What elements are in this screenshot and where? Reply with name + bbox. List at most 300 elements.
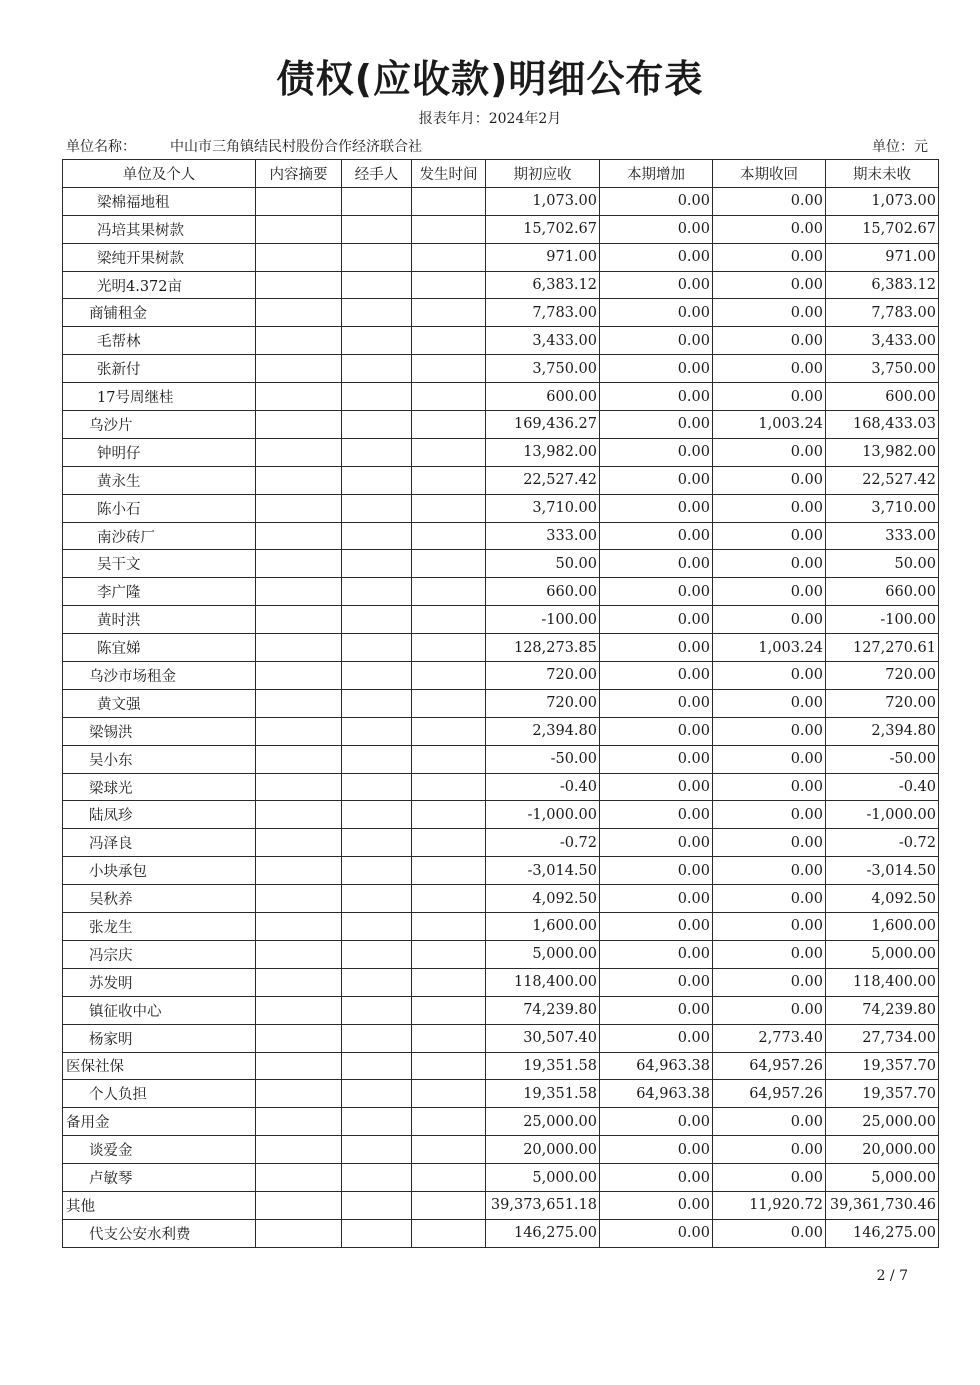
summary-cell: [256, 829, 342, 857]
date-cell: [412, 522, 486, 550]
handler-cell: [342, 383, 412, 411]
summary-cell: [256, 801, 342, 829]
closing-cell: 127,270.61: [826, 634, 939, 662]
summary-cell: [256, 271, 342, 299]
increase-cell: 0.00: [600, 996, 713, 1024]
name-cell: 梁棉福地租: [63, 187, 256, 215]
opening-cell: 50.00: [486, 550, 600, 578]
table-header-row: [63, 160, 939, 188]
summary-cell: [256, 355, 342, 383]
summary-cell: [256, 383, 342, 411]
opening-cell: -100.00: [486, 606, 600, 634]
table-row: [63, 494, 939, 522]
recovered-cell: 1,003.24: [713, 411, 826, 439]
increase-cell: 0.00: [600, 773, 713, 801]
opening-cell: 19,351.58: [486, 1052, 600, 1080]
recovered-cell: 0.00: [713, 187, 826, 215]
increase-cell: 0.00: [600, 606, 713, 634]
opening-cell: 169,436.27: [486, 411, 600, 439]
handler-cell: [342, 717, 412, 745]
summary-cell: [256, 773, 342, 801]
closing-cell: -0.72: [826, 829, 939, 857]
opening-cell: 7,783.00: [486, 299, 600, 327]
recovered-cell: 0.00: [713, 773, 826, 801]
name-cell: 南沙砖厂: [63, 522, 256, 550]
opening-cell: 2,394.80: [486, 717, 600, 745]
summary-cell: [256, 494, 342, 522]
increase-cell: 0.00: [600, 522, 713, 550]
increase-cell: 0.00: [600, 411, 713, 439]
closing-cell: 5,000.00: [826, 1164, 939, 1192]
summary-cell: [256, 968, 342, 996]
summary-cell: [256, 940, 342, 968]
handler-cell: [342, 1191, 412, 1219]
table-row: [63, 1080, 939, 1108]
name-cell: 乌沙市场租金: [63, 662, 256, 690]
table-row: [63, 438, 939, 466]
table-row: [63, 1164, 939, 1192]
table-row: [63, 968, 939, 996]
summary-cell: [256, 1052, 342, 1080]
summary-cell: [256, 411, 342, 439]
page-title: 债权(应收款)明细公布表: [276, 57, 704, 101]
table-row: [63, 299, 939, 327]
table-row: [63, 1108, 939, 1136]
opening-cell: 971.00: [486, 243, 600, 271]
name-cell: 镇征收中心: [63, 996, 256, 1024]
name-cell: 吴干文: [63, 550, 256, 578]
increase-cell: 0.00: [600, 550, 713, 578]
opening-cell: 22,527.42: [486, 466, 600, 494]
increase-cell: 0.00: [600, 885, 713, 913]
date-cell: [412, 187, 486, 215]
closing-cell: 333.00: [826, 522, 939, 550]
date-cell: [412, 1191, 486, 1219]
closing-cell: 600.00: [826, 383, 939, 411]
handler-cell: [342, 438, 412, 466]
recovered-cell: 0.00: [713, 243, 826, 271]
table-row: [63, 1024, 939, 1052]
closing-cell: -0.40: [826, 773, 939, 801]
name-cell: 黄永生: [63, 466, 256, 494]
closing-cell: 4,092.50: [826, 885, 939, 913]
date-cell: [412, 271, 486, 299]
closing-cell: -100.00: [826, 606, 939, 634]
recovered-cell: 0.00: [713, 913, 826, 941]
handler-cell: [342, 1108, 412, 1136]
recovered-cell: 11,920.72: [713, 1191, 826, 1219]
name-cell: 冯宗庆: [63, 940, 256, 968]
date-cell: [412, 1219, 486, 1247]
recovered-cell: 0.00: [713, 327, 826, 355]
name-cell: 冯泽良: [63, 829, 256, 857]
table-row: [63, 745, 939, 773]
summary-cell: [256, 1024, 342, 1052]
increase-cell: 0.00: [600, 438, 713, 466]
closing-cell: 971.00: [826, 243, 939, 271]
handler-cell: [342, 299, 412, 327]
recovered-cell: 0.00: [713, 689, 826, 717]
recovered-cell: 0.00: [713, 717, 826, 745]
recovered-cell: 0.00: [713, 466, 826, 494]
recovered-cell: 0.00: [713, 1164, 826, 1192]
table-row: [63, 773, 939, 801]
summary-cell: [256, 215, 342, 243]
summary-cell: [256, 717, 342, 745]
column-header: 内容摘要: [256, 160, 342, 188]
increase-cell: 0.00: [600, 383, 713, 411]
increase-cell: 0.00: [600, 857, 713, 885]
name-cell: 陆凤珍: [63, 801, 256, 829]
opening-cell: -3,014.50: [486, 857, 600, 885]
opening-cell: 3,710.00: [486, 494, 600, 522]
summary-cell: [256, 1136, 342, 1164]
receivables-table: [62, 159, 939, 1248]
increase-cell: 0.00: [600, 494, 713, 522]
opening-cell: -50.00: [486, 745, 600, 773]
table-row: [63, 829, 939, 857]
date-cell: [412, 606, 486, 634]
recovered-cell: 0.00: [713, 996, 826, 1024]
name-cell: 张新付: [63, 355, 256, 383]
handler-cell: [342, 801, 412, 829]
recovered-cell: 0.00: [713, 383, 826, 411]
summary-cell: [256, 299, 342, 327]
date-cell: [412, 494, 486, 522]
summary-cell: [256, 1108, 342, 1136]
closing-cell: 720.00: [826, 662, 939, 690]
table-row: [63, 689, 939, 717]
date-cell: [412, 466, 486, 494]
summary-cell: [256, 1164, 342, 1192]
recovered-cell: 0.00: [713, 968, 826, 996]
date-cell: [412, 996, 486, 1024]
table-row: [63, 801, 939, 829]
name-cell: 黄时洪: [63, 606, 256, 634]
increase-cell: 0.00: [600, 940, 713, 968]
opening-cell: 128,273.85: [486, 634, 600, 662]
closing-cell: 19,357.70: [826, 1080, 939, 1108]
closing-cell: 25,000.00: [826, 1108, 939, 1136]
increase-cell: 0.00: [600, 578, 713, 606]
opening-cell: 3,433.00: [486, 327, 600, 355]
handler-cell: [342, 1164, 412, 1192]
opening-cell: 13,982.00: [486, 438, 600, 466]
date-cell: [412, 550, 486, 578]
recovered-cell: 0.00: [713, 578, 826, 606]
table-row: [63, 1219, 939, 1247]
increase-cell: 0.00: [600, 243, 713, 271]
increase-cell: 64,963.38: [600, 1052, 713, 1080]
handler-cell: [342, 634, 412, 662]
recovered-cell: 0.00: [713, 494, 826, 522]
increase-cell: 0.00: [600, 215, 713, 243]
handler-cell: [342, 968, 412, 996]
recovered-cell: 1,003.24: [713, 634, 826, 662]
handler-cell: [342, 522, 412, 550]
increase-cell: 0.00: [600, 355, 713, 383]
closing-cell: 118,400.00: [826, 968, 939, 996]
closing-cell: 1,073.00: [826, 187, 939, 215]
name-cell: 吴秋养: [63, 885, 256, 913]
closing-cell: -3,014.50: [826, 857, 939, 885]
recovered-cell: 0.00: [713, 271, 826, 299]
date-cell: [412, 801, 486, 829]
name-cell: 其他: [63, 1191, 256, 1219]
opening-cell: 146,275.00: [486, 1219, 600, 1247]
table-row: [63, 383, 939, 411]
date-cell: [412, 355, 486, 383]
closing-cell: 3,433.00: [826, 327, 939, 355]
opening-cell: 3,750.00: [486, 355, 600, 383]
table-row: [63, 1136, 939, 1164]
increase-cell: 0.00: [600, 1108, 713, 1136]
summary-cell: [256, 243, 342, 271]
name-cell: 小块承包: [63, 857, 256, 885]
summary-cell: [256, 1080, 342, 1108]
name-cell: 个人负担: [63, 1080, 256, 1108]
closing-cell: -1,000.00: [826, 801, 939, 829]
table-row: [63, 1191, 939, 1219]
date-cell: [412, 1164, 486, 1192]
closing-cell: 3,710.00: [826, 494, 939, 522]
handler-cell: [342, 1052, 412, 1080]
handler-cell: [342, 243, 412, 271]
closing-cell: 39,361,730.46: [826, 1191, 939, 1219]
increase-cell: 0.00: [600, 968, 713, 996]
increase-cell: 0.00: [600, 187, 713, 215]
date-cell: [412, 885, 486, 913]
name-cell: 光明4.372亩: [63, 271, 256, 299]
column-header: 单位及个人: [63, 160, 256, 188]
name-cell: 苏发明: [63, 968, 256, 996]
summary-cell: [256, 662, 342, 690]
opening-cell: 19,351.58: [486, 1080, 600, 1108]
handler-cell: [342, 857, 412, 885]
column-header: 发生时间: [412, 160, 486, 188]
table-row: [63, 857, 939, 885]
summary-cell: [256, 550, 342, 578]
handler-cell: [342, 689, 412, 717]
handler-cell: [342, 271, 412, 299]
handler-cell: [342, 745, 412, 773]
opening-cell: 25,000.00: [486, 1108, 600, 1136]
handler-cell: [342, 550, 412, 578]
increase-cell: 0.00: [600, 466, 713, 494]
column-header: 本期收回: [713, 160, 826, 188]
opening-cell: 30,507.40: [486, 1024, 600, 1052]
opening-cell: 6,383.12: [486, 271, 600, 299]
closing-cell: 27,734.00: [826, 1024, 939, 1052]
recovered-cell: 0.00: [713, 606, 826, 634]
name-cell: 冯培其果树款: [63, 215, 256, 243]
handler-cell: [342, 187, 412, 215]
date-cell: [412, 243, 486, 271]
increase-cell: 0.00: [600, 801, 713, 829]
name-cell: 医保社保: [63, 1052, 256, 1080]
handler-cell: [342, 466, 412, 494]
handler-cell: [342, 996, 412, 1024]
closing-cell: 74,239.80: [826, 996, 939, 1024]
closing-cell: 13,982.00: [826, 438, 939, 466]
recovered-cell: 64,957.26: [713, 1080, 826, 1108]
increase-cell: 0.00: [600, 634, 713, 662]
recovered-cell: 0.00: [713, 829, 826, 857]
recovered-cell: 0.00: [713, 885, 826, 913]
opening-cell: 20,000.00: [486, 1136, 600, 1164]
name-cell: 梁球光: [63, 773, 256, 801]
opening-cell: -0.72: [486, 829, 600, 857]
name-cell: 17号周继桂: [63, 383, 256, 411]
opening-cell: 1,073.00: [486, 187, 600, 215]
increase-cell: 0.00: [600, 913, 713, 941]
handler-cell: [342, 327, 412, 355]
name-cell: 乌沙片: [63, 411, 256, 439]
recovered-cell: 0.00: [713, 745, 826, 773]
summary-cell: [256, 1191, 342, 1219]
closing-cell: 146,275.00: [826, 1219, 939, 1247]
recovered-cell: 0.00: [713, 522, 826, 550]
handler-cell: [342, 578, 412, 606]
name-cell: 陈宜娣: [63, 634, 256, 662]
summary-cell: [256, 327, 342, 355]
summary-cell: [256, 606, 342, 634]
increase-cell: 0.00: [600, 1164, 713, 1192]
date-cell: [412, 857, 486, 885]
date-cell: [412, 383, 486, 411]
date-cell: [412, 578, 486, 606]
unit-name: [66, 136, 422, 156]
increase-cell: 0.00: [600, 662, 713, 690]
opening-cell: 660.00: [486, 578, 600, 606]
summary-cell: [256, 522, 342, 550]
opening-cell: -1,000.00: [486, 801, 600, 829]
date-cell: [412, 634, 486, 662]
opening-cell: 720.00: [486, 662, 600, 690]
table-row: [63, 271, 939, 299]
increase-cell: 0.00: [600, 299, 713, 327]
recovered-cell: 0.00: [713, 801, 826, 829]
name-cell: 黄文强: [63, 689, 256, 717]
opening-cell: -0.40: [486, 773, 600, 801]
opening-cell: 15,702.67: [486, 215, 600, 243]
name-cell: 张龙生: [63, 913, 256, 941]
closing-cell: 5,000.00: [826, 940, 939, 968]
increase-cell: 0.00: [600, 689, 713, 717]
page-number: 2 / 7: [876, 1268, 908, 1284]
increase-cell: 0.00: [600, 1136, 713, 1164]
closing-cell: 50.00: [826, 550, 939, 578]
name-cell: 卢敏琴: [63, 1164, 256, 1192]
table-row: [63, 662, 939, 690]
name-cell: 陈小石: [63, 494, 256, 522]
recovered-cell: 0.00: [713, 1219, 826, 1247]
handler-cell: [342, 1219, 412, 1247]
name-cell: 备用金: [63, 1108, 256, 1136]
recovered-cell: 0.00: [713, 355, 826, 383]
table-row: [63, 913, 939, 941]
recovered-cell: 0.00: [713, 550, 826, 578]
table-row: [63, 996, 939, 1024]
table-row: [63, 606, 939, 634]
table-row: [63, 466, 939, 494]
closing-cell: 20,000.00: [826, 1136, 939, 1164]
date-cell: [412, 327, 486, 355]
name-cell: 李广隆: [63, 578, 256, 606]
recovered-cell: 0.00: [713, 940, 826, 968]
recovered-cell: 64,957.26: [713, 1052, 826, 1080]
recovered-cell: 0.00: [713, 215, 826, 243]
increase-cell: 0.00: [600, 1219, 713, 1247]
handler-cell: [342, 215, 412, 243]
closing-cell: 6,383.12: [826, 271, 939, 299]
handler-cell: [342, 1080, 412, 1108]
date-cell: [412, 438, 486, 466]
closing-cell: 7,783.00: [826, 299, 939, 327]
opening-cell: 5,000.00: [486, 940, 600, 968]
summary-cell: [256, 634, 342, 662]
opening-cell: 333.00: [486, 522, 600, 550]
date-cell: [412, 299, 486, 327]
handler-cell: [342, 913, 412, 941]
table-row: [63, 885, 939, 913]
opening-cell: 600.00: [486, 383, 600, 411]
increase-cell: 0.00: [600, 327, 713, 355]
increase-cell: 0.00: [600, 745, 713, 773]
name-cell: 吴小东: [63, 745, 256, 773]
recovered-cell: 0.00: [713, 1136, 826, 1164]
name-cell: 毛帮林: [63, 327, 256, 355]
summary-cell: [256, 996, 342, 1024]
date-cell: [412, 1108, 486, 1136]
table-row: [63, 717, 939, 745]
increase-cell: 0.00: [600, 1191, 713, 1219]
summary-cell: [256, 857, 342, 885]
date-cell: [412, 215, 486, 243]
increase-cell: 0.00: [600, 717, 713, 745]
date-cell: [412, 968, 486, 996]
closing-cell: 1,600.00: [826, 913, 939, 941]
handler-cell: [342, 829, 412, 857]
handler-cell: [342, 606, 412, 634]
name-cell: 代支公安水利费: [63, 1219, 256, 1247]
opening-cell: 4,092.50: [486, 885, 600, 913]
summary-cell: [256, 913, 342, 941]
name-cell: 商铺租金: [63, 299, 256, 327]
name-cell: 钟明仔: [63, 438, 256, 466]
name-cell: 杨家明: [63, 1024, 256, 1052]
name-cell: 梁锡洪: [63, 717, 256, 745]
summary-cell: [256, 578, 342, 606]
handler-cell: [342, 355, 412, 383]
closing-cell: -50.00: [826, 745, 939, 773]
summary-cell: [256, 745, 342, 773]
date-cell: [412, 662, 486, 690]
table-row: [63, 215, 939, 243]
recovered-cell: 0.00: [713, 299, 826, 327]
increase-cell: 0.00: [600, 829, 713, 857]
closing-cell: 2,394.80: [826, 717, 939, 745]
date-cell: [412, 745, 486, 773]
summary-cell: [256, 438, 342, 466]
date-cell: [412, 773, 486, 801]
increase-cell: 0.00: [600, 1024, 713, 1052]
date-cell: [412, 913, 486, 941]
table-row: [63, 940, 939, 968]
date-cell: [412, 829, 486, 857]
date-cell: [412, 940, 486, 968]
date-cell: [412, 689, 486, 717]
